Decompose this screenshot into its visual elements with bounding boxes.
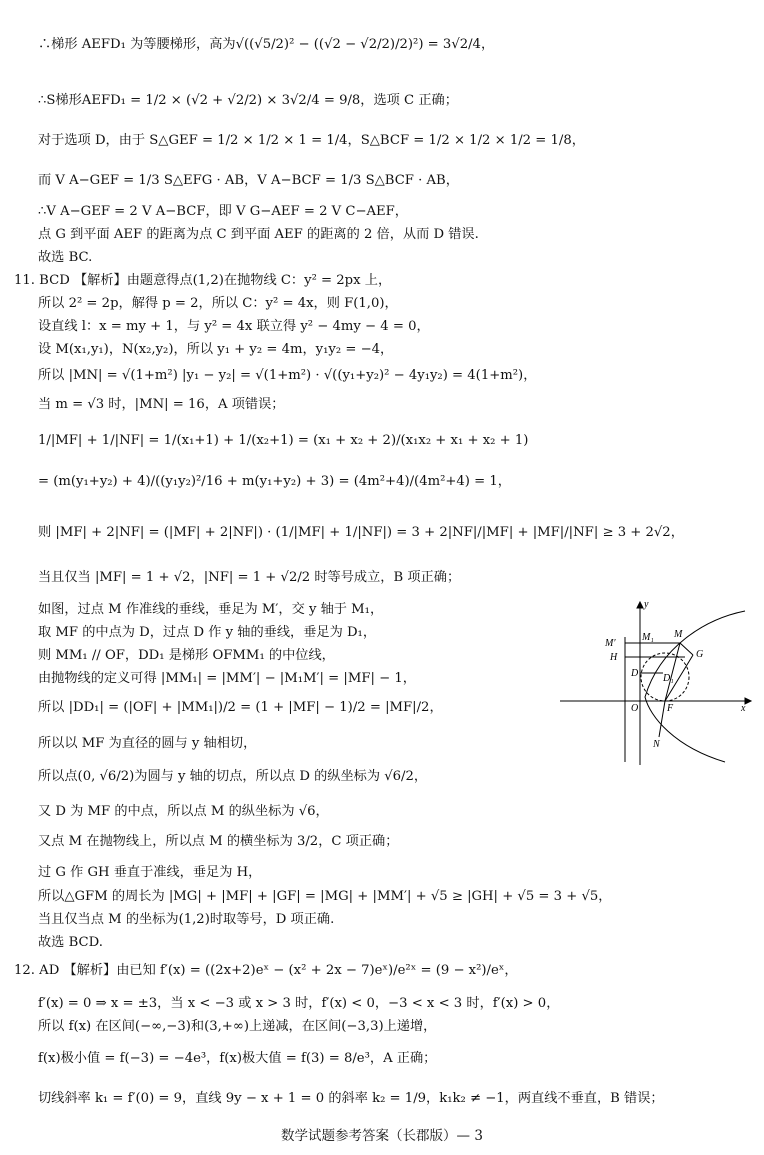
question-11-heading: 11. BCD 【解析】由题意得点(1,2)在抛物线 C：y² = 2px 上， [14,273,392,288]
text-line: 故选 BC. [38,250,93,265]
text-line: 设 M(x₁,y₁)，N(x₂,y₂)，所以 y₁ + y₂ = 4m，y₁y₂ = −4， [38,342,394,357]
text-line: 1/|MF| + 1/|NF| = 1/(x₁+1) + 1/(x₂+1) = (x₁ + x₂ + 2)/(x₁x₂ + x₁ + x₂ + 1) [38,433,529,448]
label-h: H [610,652,618,663]
label-d1: D₁ [663,673,674,684]
label-f: F [667,703,674,714]
segment-MG [680,643,693,655]
text-line: 当 m = √3 时，|MN| = 16，A 项错误； [38,397,285,412]
text-line: 如图，过点 M 作准线的垂线，垂足为 M′，交 y 轴于 M₁， [38,602,384,617]
text-line: 则 |MF| + 2|NF| = (|MF| + 2|NF|) · (1/|MF| + 1/|NF|) = 3 + 2|NF|/|MF| + |MF|/|NF| ≥ 3 + 2√2， [38,525,684,540]
label-m1: M₁ [642,632,654,643]
text-line: 所以 |DD₁| = (|OF| + |MM₁|)/2 = (1 + |MF| − 1)/2 = |MF|/2， [38,700,443,715]
text-line: 取 MF 的中点为 D，过点 D 作 y 轴的垂线，垂足为 D₁， [38,625,377,640]
text-line: 又 D 为 MF 的中点，所以点 M 的纵坐标为 √6， [38,804,329,819]
text-line: 所以点(0, √6/2)为圆与 y 轴的切点，所以点 D 的纵坐标为 √6/2， [38,769,428,784]
segment-FN [659,701,665,737]
label-o: O [631,703,639,714]
text-line: 设直线 l：x = my + 1，与 y² = 4x 联立得 y² − 4my − 4 = 0， [38,319,430,334]
label-m-prime: M′ [605,638,616,649]
text-line: f′(x) = 0 ⇒ x = ±3，当 x < −3 或 x > 3 时，f′(x) < 0，−3 < x < 3 时，f′(x) > 0， [38,996,560,1011]
label-d: D [631,668,639,679]
text-line: ∴S梯形AEFD₁ = 1/2 × (√2 + √2/2) × 3√2/4 = 9/8，选项 C 正确； [38,93,458,108]
text-line: 过 G 作 GH 垂直于准线，垂足为 H， [38,865,262,880]
text-line: 所以 2² = 2p，解得 p = 2，所以 C：y² = 4x，则 F(1,0)， [38,296,398,311]
label-n: N [653,739,660,750]
y-axis-arrow [637,602,643,608]
page-footer: 数学试题参考答案（长郡版）— 3 [281,1128,483,1144]
text-line: ∴梯形 AEFD₁ 为等腰梯形，高为√((√5/2)² − ((√2 − √2/2)/2)²) = 3√2/4， [38,37,495,52]
text-line: = (m(y₁+y₂) + 4)/((y₁y₂)²/16 + m(y₁+y₂) + 3) = (4m²+4)/(4m²+4) = 1， [38,474,511,489]
text-line: 又点 M 在抛物线上，所以点 M 的横坐标为 3/2，C 项正确； [38,834,399,849]
text-line: 点 G 到平面 AEF 的距离为点 C 到平面 AEF 的距离的 2 倍，从而 D 错误. [38,227,479,242]
text-line: 对于选项 D，由于 S△GEF = 1/2 × 1/2 × 1 = 1/4，S△BCF = 1/2 × 1/2 × 1/2 = 1/8， [38,133,585,148]
label-x: x [741,703,746,714]
text-line: 所以 f(x) 在区间(−∞,−3)和(3,+∞)上递减，在区间(−3,3)上递增， [38,1019,437,1034]
question-12-heading: 12. AD 【解析】由已知 f′(x) = ((2x+2)eˣ − (x² + 2x − 7)eˣ)/e²ˣ = (9 − x²)/eˣ， [14,963,518,978]
text-line: 切线斜率 k₁ = f′(0) = 9，直线 9y − x + 1 = 0 的斜率 k₂ = 1/9，k₁k₂ ≠ −1，两直线不垂直，B 错误； [38,1091,664,1106]
text-line: 当且仅当点 M 的坐标为(1,2)时取等号，D 项正确. [38,912,335,927]
text-line: f(x)极小值 = f(−3) = −4e³，f(x)极大值 = f(3) = 8/e³，A 正确； [38,1051,437,1066]
text-line: 而 V A−GEF = 1/3 S△EFG · AB，V A−BCF = 1/3 S△BCF · AB， [38,173,459,188]
text-line: 由抛物线的定义可得 |MM₁| = |MM′| − |M₁M′| = |MF| − 1， [38,671,416,686]
label-m: M [674,629,683,640]
text-line: 则 MM₁ // OF，DD₁ 是梯形 OFMM₁ 的中位线， [38,648,335,663]
text-line: 故选 BCD. [38,935,103,950]
parabola-curve [645,611,745,762]
x-axis-arrow [745,698,751,704]
parabola-figure [555,597,755,767]
segment-MF [665,643,680,701]
text-line: 所以 |MN| = √(1+m²) |y₁ − y₂| = √(1+m²) · √((y₁+y₂)² − 4y₁y₂) = 4(1+m²)， [38,368,537,383]
text-line: 当且仅当 |MF| = 1 + √2，|NF| = 1 + √2/2 时等号成立，B 项正确； [38,570,461,585]
label-y: y [644,599,649,610]
label-g: G [696,649,704,660]
text-line: 所以以 MF 为直径的圆与 y 轴相切， [38,736,257,751]
text-line: ∴V A−GEF = 2 V A−BCF，即 V G−AEF = 2 V C−AEF， [38,204,408,219]
text-line: 所以△GFM 的周长为 |MG| + |MF| + |GF| = |MG| + |MM′| + √5 ≥ |GH| + √5 = 3 + √5， [38,889,612,904]
